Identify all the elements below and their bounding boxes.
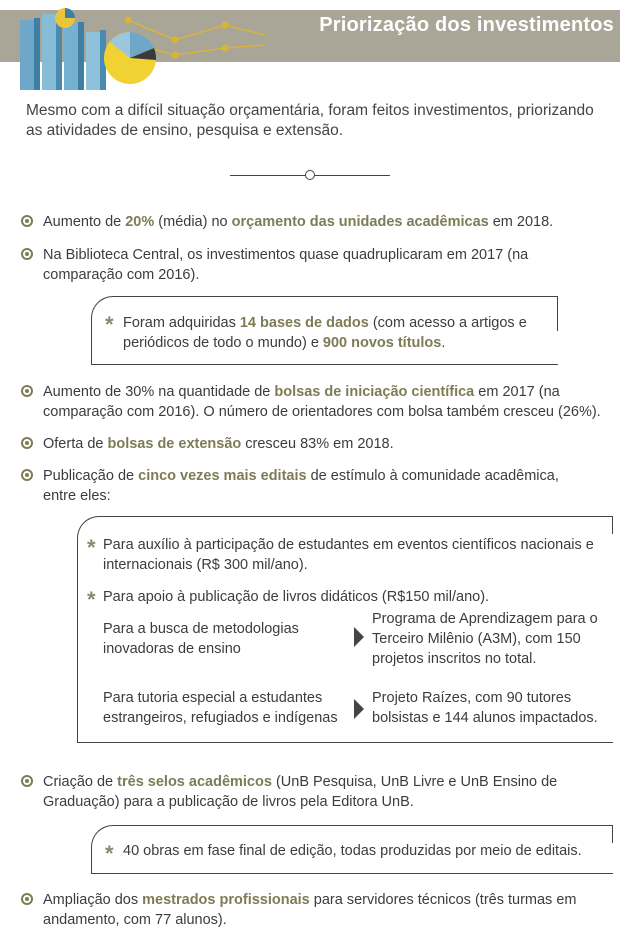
box-text: Para tutoria especial a estudantes estrangeiros, refugiados e indígenas — [103, 690, 338, 726]
box-text: Projeto Raízes, com 90 tutores bolsistas e 144 alunos impactados. — [372, 690, 598, 726]
page-title: Priorização dos investimentos — [319, 14, 614, 36]
asterisk-icon: * — [105, 312, 114, 337]
list-item: Aumento de 20% (média) no orçamento das unidades acadêmicas em 2018. — [43, 214, 554, 230]
circle-bullet-icon — [21, 248, 33, 260]
circle-bullet-icon — [21, 775, 33, 787]
box-edge — [612, 516, 613, 534]
bar-pie-line-chart-icon — [10, 0, 265, 95]
list-item: Aumento de 30% na quantidade de bolsas de iniciação científica em 2017 (na comparação com 2016). O número de orientadores com bolsa também cresceu (26%). — [43, 384, 601, 420]
list-item: Ampliação dos mestrados profissionais para servidores técnicos (três turmas em andamento, com 77 alunos). — [43, 892, 577, 928]
divider-dot-icon — [305, 170, 315, 180]
circle-bullet-icon — [21, 469, 33, 481]
box-text: Para apoio à publicação de livros didáticos (R$150 mil/ano). — [103, 589, 490, 605]
box-text: Programa de Aprendizagem para o Terceiro Milênio (A3M), com 150 projetos inscritos no total. — [372, 611, 598, 667]
list-item: Oferta de bolsas de extensão cresceu 83% em 2018. — [43, 436, 394, 452]
box-edge — [557, 296, 558, 331]
list-item: Criação de três selos acadêmicos (UnB Pesquisa, UnB Livre e UnB Ensino de Graduação) para a publicação de livros pela Editora UnB. — [43, 774, 558, 810]
asterisk-icon: * — [105, 841, 114, 866]
circle-bullet-icon — [21, 215, 33, 227]
circle-bullet-icon — [21, 893, 33, 905]
list-item: Publicação de cinco vezes mais editais de estímulo à comunidade acadêmica, entre eles: — [43, 468, 559, 504]
asterisk-icon: * — [87, 535, 96, 560]
box-text: Para a busca de metodologias inovadoras de ensino — [103, 621, 299, 657]
triangle-arrow-icon — [354, 699, 364, 719]
circle-bullet-icon — [21, 385, 33, 397]
box-edge — [612, 825, 613, 843]
list-item: Na Biblioteca Central, os investimentos quase quadruplicaram em 2017 (na comparação com 2016). — [43, 247, 529, 283]
box-text: Foram adquiridas 14 bases de dados (com acesso a artigos e periódicos de todo o mundo) e 900 novos títulos. — [123, 315, 527, 351]
box-text: Para auxílio à participação de estudantes em eventos científicos nacionais e internacionais (R$ 300 mil/ano). — [103, 537, 594, 573]
asterisk-icon: * — [87, 587, 96, 612]
box-text: 40 obras em fase final de edição, todas produzidas por meio de editais. — [123, 843, 582, 859]
intro-text: Mesmo com a difícil situação orçamentária, foram feitos investimentos, priorizando as atividades de ensino, pesquisa e extensão. — [26, 102, 594, 139]
triangle-arrow-icon — [354, 627, 364, 647]
circle-bullet-icon — [21, 437, 33, 449]
